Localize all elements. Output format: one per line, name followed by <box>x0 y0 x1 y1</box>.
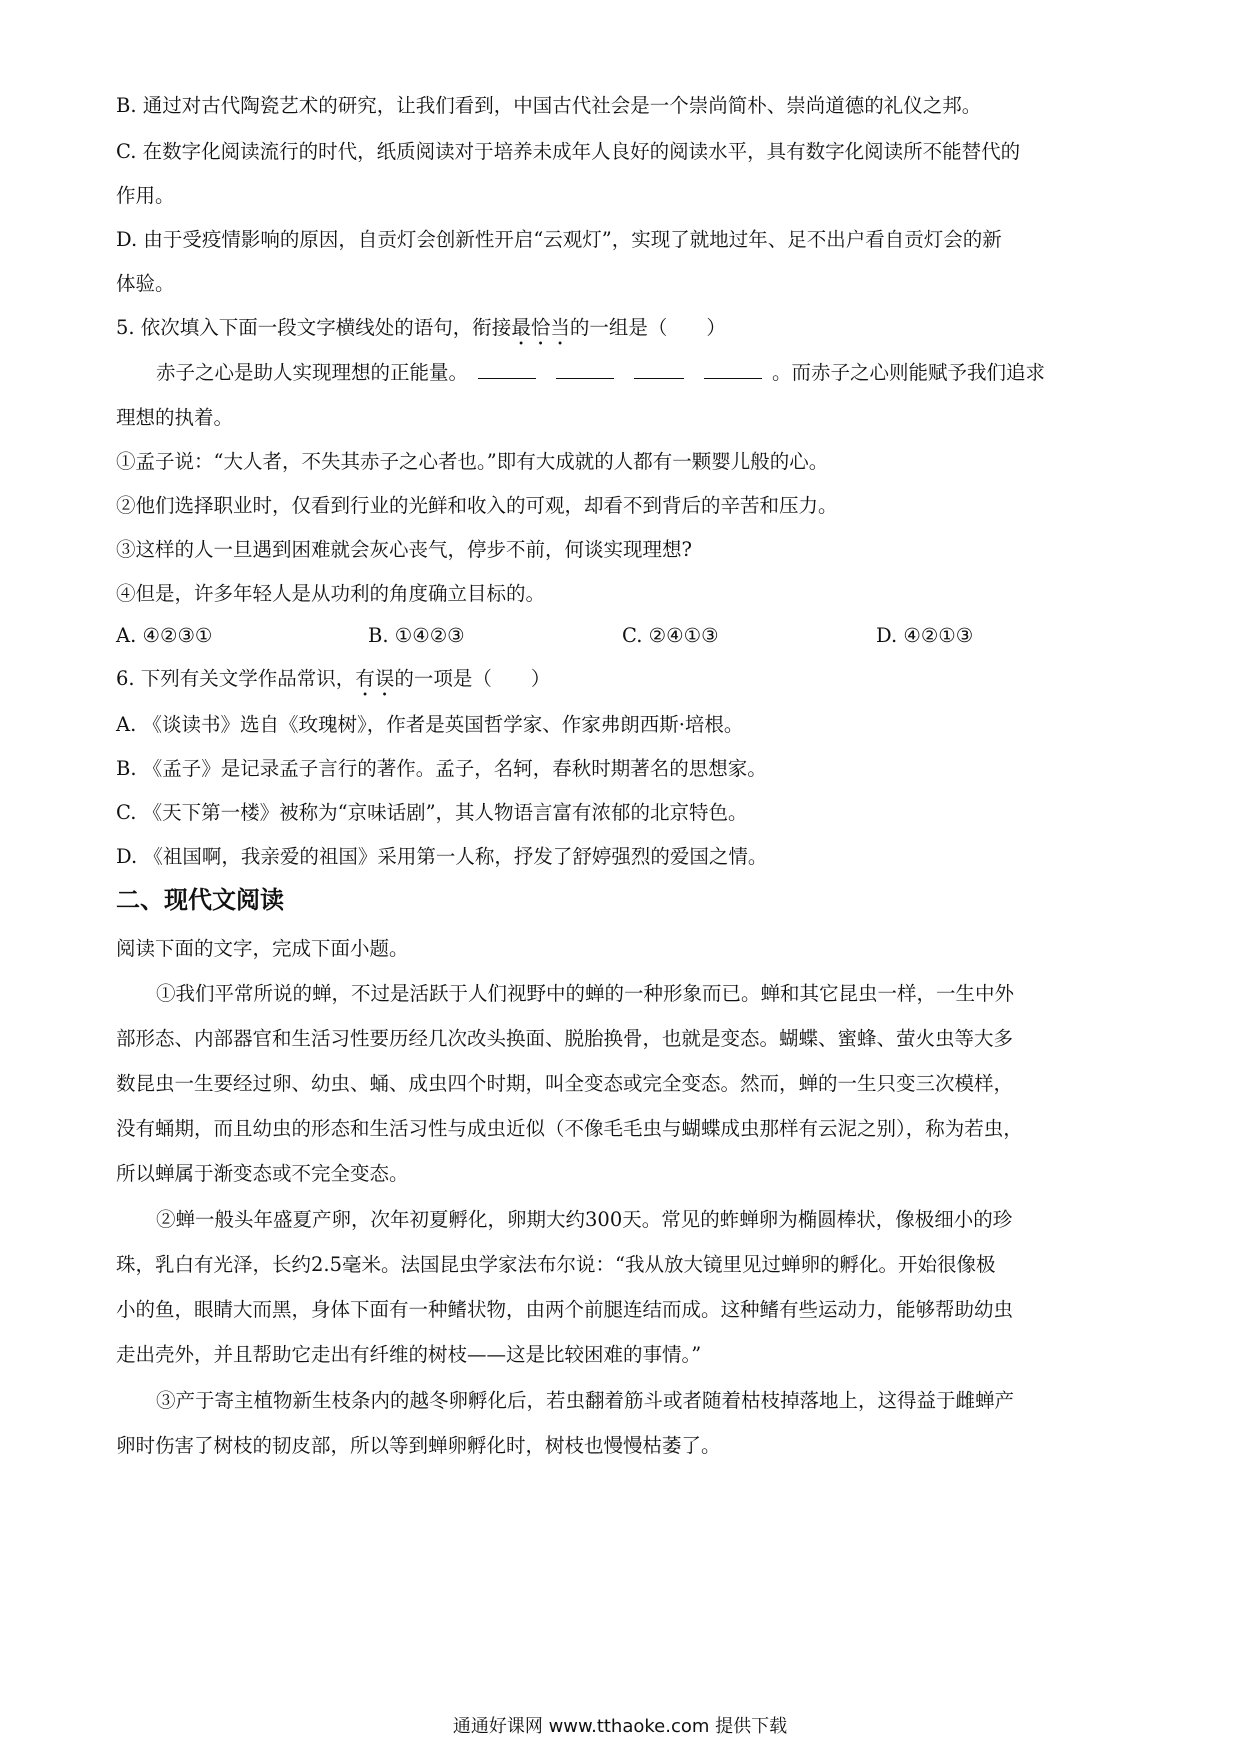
p2-line-4: 走出壳外，并且帮助它走出有纤维的树枝——这是比较困难的事情。” <box>116 1343 702 1366</box>
q6-stem-before: 6. 下列有关文学作品常识， <box>116 667 356 690</box>
q5-passage-after: 。而赤子之心则能赋予我们追求 <box>772 361 1046 384</box>
reading-instruction: 阅读下面的文字，完成下面小题。 <box>116 937 409 960</box>
section-title: 二、现代文阅读 <box>116 886 284 914</box>
p1-line-2: 部形态、内部器官和生活习性要历经几次改头换面、脱胎换骨，也就是变态。蝴蝶、蜜蜂、萤火虫等大多 <box>116 1027 1014 1050</box>
blank-3 <box>634 360 684 379</box>
q5-stem-before: 5. 依次填入下面一段文字横线处的语句，衔接 <box>116 316 512 339</box>
q5-stem <box>116 313 1132 350</box>
p1-line-4: 没有蛹期，而且幼虫的形态和生活习性与成虫近似（不像毛毛虫与蝴蝶成虫那样有云泥之别），称为若虫， <box>116 1117 1023 1140</box>
blank-2 <box>556 360 614 379</box>
q5-option-b: B. ①④②③ <box>368 624 465 647</box>
q6-stem-after: 的一项是（ ） <box>394 667 551 690</box>
p3-line-1: ③产于寄主植物新生枝条内的越冬卵孵化后，若虫翻着筋斗或者随着枯枝掉落地上，这得益于雌蝉产 <box>156 1389 1015 1412</box>
q4-option-c: C. 在数字化阅读流行的时代，纸质阅读对于培养未成年人良好的阅读水平，具有数字化阅读所不能替代的 <box>116 140 1021 163</box>
q5-sentence-2: ②他们选择职业时，仅看到行业的光鲜和收入的可观，却看不到背后的辛苦和压力。 <box>116 494 838 517</box>
p3-line-2: 卵时伤害了树枝的韧皮部，所以等到蝉卵孵化时，树枝也慢慢枯萎了。 <box>116 1434 721 1457</box>
q6-option-a: A. 《谈读书》选自《玫瑰树》，作者是英国哲学家、作家弗朗西斯·培根。 <box>116 713 744 736</box>
q5-sentence-4: ④但是，许多年轻人是从功利的角度确立目标的。 <box>116 582 546 605</box>
p2-line-2: 珠，乳白有光泽，长约2.5毫米。法国昆虫学家法布尔说：“我从放大镜里见过蝉卵的孵化。开始很像极 <box>116 1253 996 1276</box>
p1-line-3: 数昆虫一生要经过卵、幼虫、蛹、成虫四个时期，叫全变态或完全变态。然而，蝉的一生只变三次模样， <box>116 1072 1014 1095</box>
q5-passage-before: 赤子之心是助人实现理想的正能量。 <box>156 361 469 384</box>
p1-line-1: ①我们平常所说的蝉，不过是活跃于人们视野中的蝉的一种形象而已。蝉和其它昆虫一样，一生中外 <box>156 982 1015 1005</box>
q5-option-c: C. ②④①③ <box>622 624 719 647</box>
q5-stem-after: 的一组是（ ） <box>569 316 726 339</box>
q6-option-b: B. 《孟子》是记录孟子言行的著作。孟子，名轲，春秋时期著名的思想家。 <box>116 757 767 780</box>
p1-line-5: 所以蝉属于渐变态或不完全变态。 <box>116 1162 409 1185</box>
blank-1 <box>478 360 536 379</box>
q5-sentence-3: ③这样的人一旦遇到困难就会灰心丧气，停步不前，何谈实现理想? <box>116 538 692 561</box>
q4-option-b: B. 通过对古代陶瓷艺术的研究，让我们看到，中国古代社会是一个崇尚简朴、崇尚道德的礼仪之邦。 <box>116 94 982 117</box>
q5-stem-emphasis: 最恰当 <box>511 316 570 339</box>
footer: 通通好课网 www.tthaoke.com 提供下载 <box>452 1716 788 1737</box>
q5-passage <box>156 358 1132 388</box>
q5-option-d: D. ④②①③ <box>876 624 974 647</box>
q4-option-d: D. 由于受疫情影响的原因，自贡灯会创新性开启“云观灯”，实现了就地过年、足不出户看自贡灯会的新 <box>116 228 1002 251</box>
q5-option-a: A. ④②③① <box>116 624 213 647</box>
blank-4 <box>704 360 762 379</box>
q4-option-c-cont: 作用。 <box>116 184 175 207</box>
q6-stem <box>116 664 1132 701</box>
q4-option-d-cont: 体验。 <box>116 272 175 295</box>
q6-stem-emphasis: 有误 <box>355 667 395 690</box>
q5-sentence-1: ①孟子说：“大人者，不失其赤子之心者也。”即有大成就的人都有一颗婴儿般的心。 <box>116 450 829 473</box>
q5-passage-line2: 理想的执着。 <box>116 406 234 429</box>
q6-option-d: D. 《祖国啊，我亲爱的祖国》采用第一人称，抒发了舒婷强烈的爱国之情。 <box>116 845 768 868</box>
p2-line-3: 小的鱼，眼睛大而黑，身体下面有一种鳍状物，由两个前腿连结而成。这种鳍有些运动力，能够帮助幼虫 <box>116 1298 1014 1321</box>
p2-line-1: ②蝉一般头年盛夏产卵，次年初夏孵化，卵期大约300天。常见的蚱蝉卵为椭圆棒状，像极细小的珍 <box>156 1208 1013 1231</box>
q6-option-c: C. 《天下第一楼》被称为“京味话剧”，其人物语言富有浓郁的北京特色。 <box>116 801 748 824</box>
